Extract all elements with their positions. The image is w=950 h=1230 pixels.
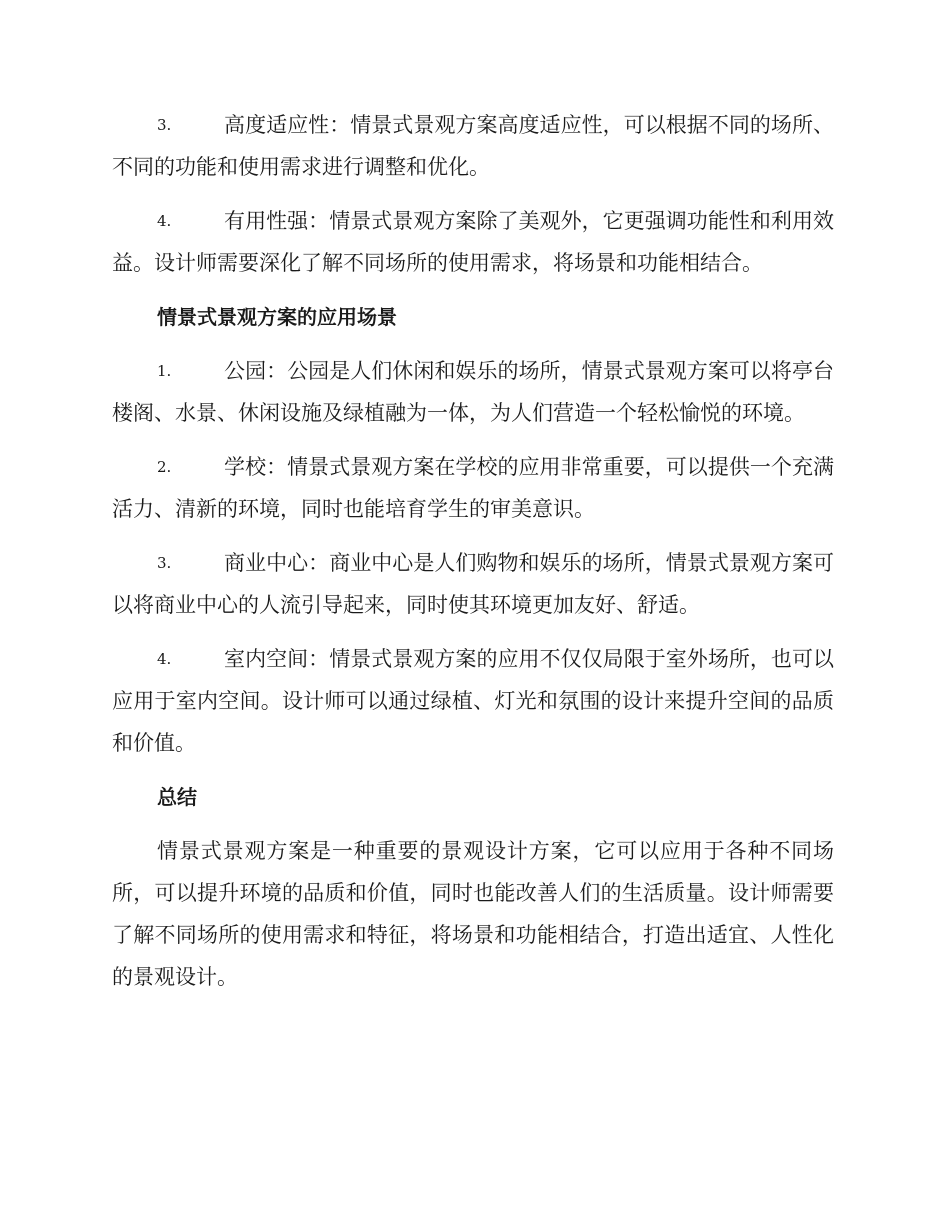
- list-item-text: 商业中心：商业中心是人们购物和娱乐的场所，情景式景观方案可以将商业中心的人流引导起来，同时使其环境更加友好、舒适。: [112, 551, 834, 617]
- list-number: 3.: [157, 116, 172, 134]
- document-page: [112, 104, 834, 998]
- list-number: 4.: [157, 650, 172, 668]
- list-item-text: 高度适应性：情景式景观方案高度适应性，可以根据不同的场所、不同的功能和使用需求进行调整和优化。: [112, 113, 834, 179]
- application-item-park: [112, 350, 834, 434]
- list-number: 4.: [157, 212, 172, 230]
- applications-heading: 情景式景观方案的应用场景: [157, 305, 397, 329]
- list-item-text: 学校：情景式景观方案在学校的应用非常重要，可以提供一个充满活力、清新的环境，同时也能培育学生的审美意识。: [112, 455, 834, 521]
- list-number: 2.: [157, 458, 172, 476]
- summary-paragraph: 情景式景观方案是一种重要的景观设计方案，它可以应用于各种不同场所，可以提升环境的品质和价值，同时也能改善人们的生活质量。设计师需要了解不同场所的使用需求和特征，将场景和功能相结合，打造出适宜、人性化的景观设计。: [112, 839, 834, 989]
- list-item-text: 室内空间：情景式景观方案的应用不仅仅局限于室外场所，也可以应用于室内空间。设计师可以通过绿植、灯光和氛围的设计来提升空间的品质和价值。: [112, 647, 834, 755]
- feature-item-4: [112, 200, 834, 284]
- application-item-commercial-center: [112, 542, 834, 626]
- application-item-school: [112, 446, 834, 530]
- summary-heading: 总结: [157, 785, 197, 809]
- application-item-indoor-space: [112, 638, 834, 764]
- list-number: 1.: [157, 362, 172, 380]
- feature-item-3: [112, 104, 834, 188]
- list-item-text: 有用性强：情景式景观方案除了美观外，它更强调功能性和利用效益。设计师需要深化了解不同场所的使用需求，将场景和功能相结合。: [112, 209, 834, 275]
- list-number: 3.: [157, 554, 172, 572]
- list-item-text: 公园：公园是人们休闲和娱乐的场所，情景式景观方案可以将亭台楼阁、水景、休闲设施及绿植融为一体，为人们营造一个轻松愉悦的环境。: [112, 359, 834, 425]
